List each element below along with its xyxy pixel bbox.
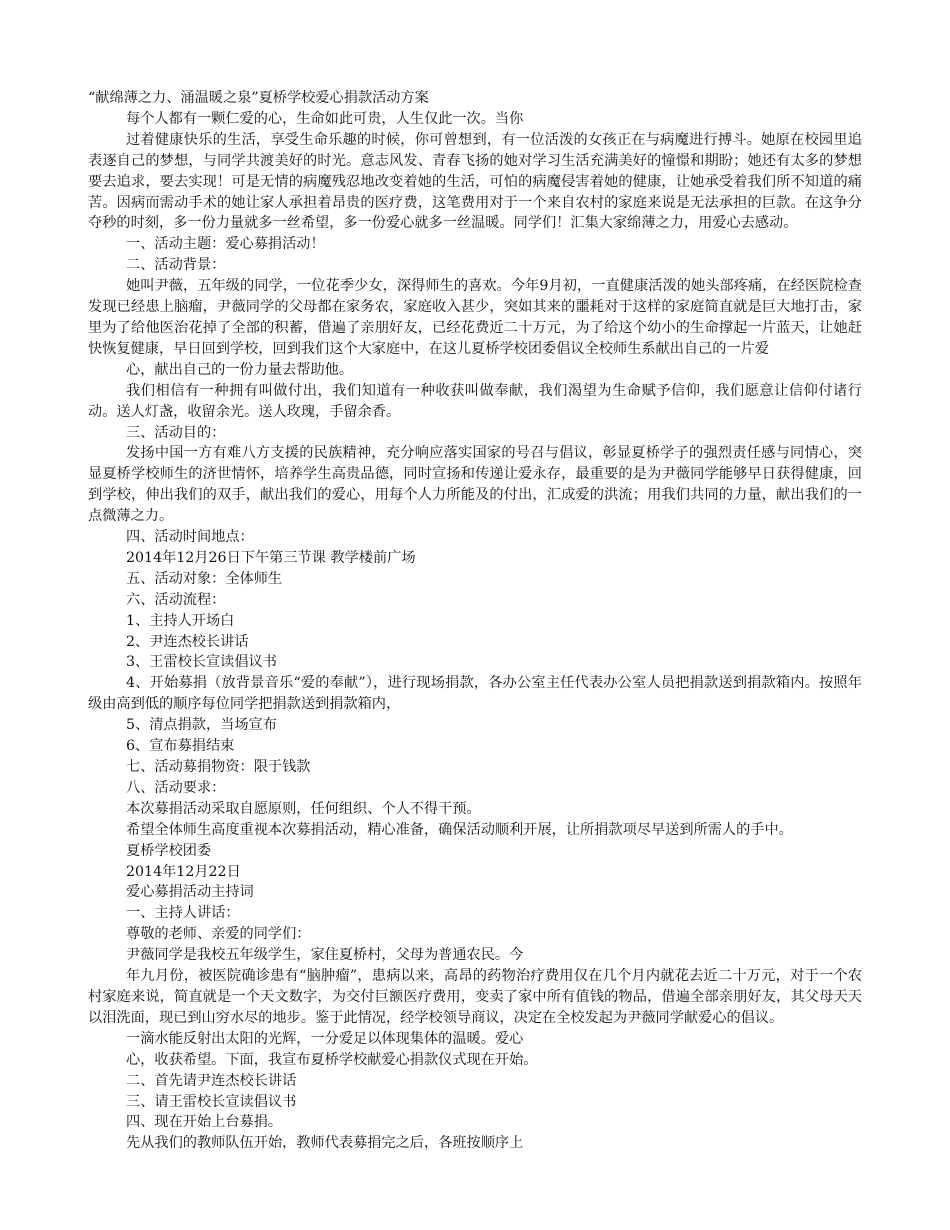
paragraph: 五、活动对象：全体师生 <box>126 570 283 587</box>
paragraph: 发扬中国一方有难八方支援的民族精神，充分响应落实国家的号召与倡议，彰显夏桥学子的强烈责任感与同情心，突显夏桥学校师生的济世情怀，培养学生高贵品德，同时宣扬和传递让爱永存，最重要的是为尹薇同学能够早日获得健康，回到学校，伸出我们的双手，献出我们的爱心，用每个人力所能及的付出，汇成爱的洪流；用我们共同的力量，献出我们的一点微薄之力。 <box>88 445 862 525</box>
paragraph: 七、活动募捐物资：限于钱款 <box>126 759 311 775</box>
paragraph: 三、活动目的： <box>126 424 226 441</box>
paragraph: 年九月份，被医院确诊患有“脑肿瘤”，患病以来，高昂的药物治疗费用仅在几个月内就花去近二十万元，对于一个农村家庭来说，简直就是一个天文数字，为交付巨额医疗费用，变卖了家中所有值钱的物品，借遍全部亲朋好友，其父母天天以泪洗面，现已到山穷水尽的地步。鉴于此情况，经学校领导商议，决定在全校发起为尹薇同学献爱心的倡议。 <box>88 968 862 1026</box>
paragraph: 六、活动流程： <box>126 591 226 608</box>
paragraph: 4、开始募捐（放背景音乐“爱的奉献”），进行现场捐款，各办公室主任代表办公室人员把捐款送到捐款箱内。按照年级由高到低的顺序每位同学把捐款送到捐款箱内， <box>88 675 862 713</box>
paragraph: 尹薇同学是我校五年级学生，家住夏桥村，父母为普通农民。今 <box>126 947 524 964</box>
paragraph: 2、尹连杰校长讲话 <box>126 633 249 650</box>
paragraph: 尊敬的老师、亲爱的同学们： <box>126 926 311 943</box>
paragraph: 6、宣布募捐结束 <box>126 738 235 755</box>
paragraph: 她叫尹薇，五年级的同学，一位花季少女，深得师生的喜欢。今年9月初，一直健康活泼的她头部疼痛，在经医院检查发现已经患上脑瘤，尹薇同学的父母都在家务农，家庭收入甚少，突如其来的噩耗对于这样的家庭简直就是巨大地打击，家里为了给他医治花掉了全部的积蓄，借遍了亲朋好友，已经花费近二十万元，为了给这个幼小的生命撑起一片蓝天，让她赶快恢复健康，早日回到学校，回到我们这个大家庭中，在这儿夏桥学校团委倡议全校师生系献出自己的一片爱 <box>88 278 862 357</box>
paragraph: 一滴水能反射出太阳的光辉，一分爱足以体现集体的温暖。爱心 <box>126 1030 524 1047</box>
paragraph: 5、清点捐款，当场宣布 <box>126 717 277 734</box>
paragraph: 每个人都有一颗仁爱的心，生命如此可贵，人生仅此一次。当你 <box>126 110 524 127</box>
document-body <box>88 109 862 1154</box>
paragraph: 二、活动背景： <box>126 257 226 274</box>
paragraph: 四、现在开始上台募捐。 <box>126 1114 283 1131</box>
paragraph: 1、主持人开场白 <box>126 612 235 629</box>
paragraph: 希望全体师生高度重视本次募捐活动，精心准备，确保活动顺利开展，让所捐款项尽早送到所需人的手中。 <box>126 821 793 838</box>
paragraph: 四、活动时间地点： <box>126 529 254 546</box>
paragraph: 爱心募捐活动主持词 <box>126 884 254 901</box>
paragraph: 夏桥学校团委 <box>126 842 212 859</box>
document-title: “献绵薄之力、涌温暖之泉”夏桥学校爱心捐款活动方案 <box>88 90 429 106</box>
paragraph: 二、首先请尹连杰校长讲话 <box>126 1072 297 1089</box>
paragraph: 本次募捐活动采取自愿原则，任何组织、个人不得干预。 <box>126 800 481 817</box>
paragraph: 2014年12月22日 <box>126 863 241 880</box>
paragraph: 三、请王雷校长宣读倡议书 <box>126 1093 297 1110</box>
paragraph: 八、活动要求： <box>126 779 226 796</box>
paragraph: 心，收获希望。下面，我宣布夏桥学校献爱心捐款仪式现在开始。 <box>126 1051 538 1068</box>
paragraph: 3、王雷校长宣读倡议书 <box>126 654 277 671</box>
paragraph: 一、活动主题：爱心募捐活动！ <box>126 236 325 253</box>
paragraph: 一、主持人讲话： <box>126 905 240 922</box>
paragraph: 先从我们的教师队伍开始，教师代表募捐完之后，各班按顺序上 <box>126 1135 524 1152</box>
paragraph: 2014年12月26日下午第三节课 教学楼前广场 <box>126 549 416 566</box>
paragraph: 过着健康快乐的生活，享受生命乐趣的时候，你可曾想到，有一位活泼的女孩正在与病魔进行搏斗。她原在校园里追表逐自己的梦想，与同学共渡美好的时光。意志风发、青春飞扬的她对学习生活充满美好的憧憬和期盼；她还有太多的梦想要去追求，要去实现！可是无情的病魔残忍地改变着她的生活，可怕的病魔侵害着她的健康，让她承受着我们所不知道的痛苦。因病而需动手术的她让家人承担着昂贵的医疗费，这笔费用对于一个来自农村的家庭来说是无法承担的巨款。在这争分夺秒的时刻，多一份力量就多一丝希望，多一份爱心就多一丝温暖。同学们！汇集大家绵薄之力，用爱心去感动。 <box>88 131 862 232</box>
paragraph: 心，献出自己的一份力量去帮助他。 <box>126 361 354 378</box>
paragraph: 我们相信有一种拥有叫做付出，我们知道有一种收获叫做奉献，我们渴望为生命赋予信仰，我们愿意让信仰付诸行动。送人灯盏，收留余光。送人玫瑰，手留余香。 <box>88 382 862 420</box>
